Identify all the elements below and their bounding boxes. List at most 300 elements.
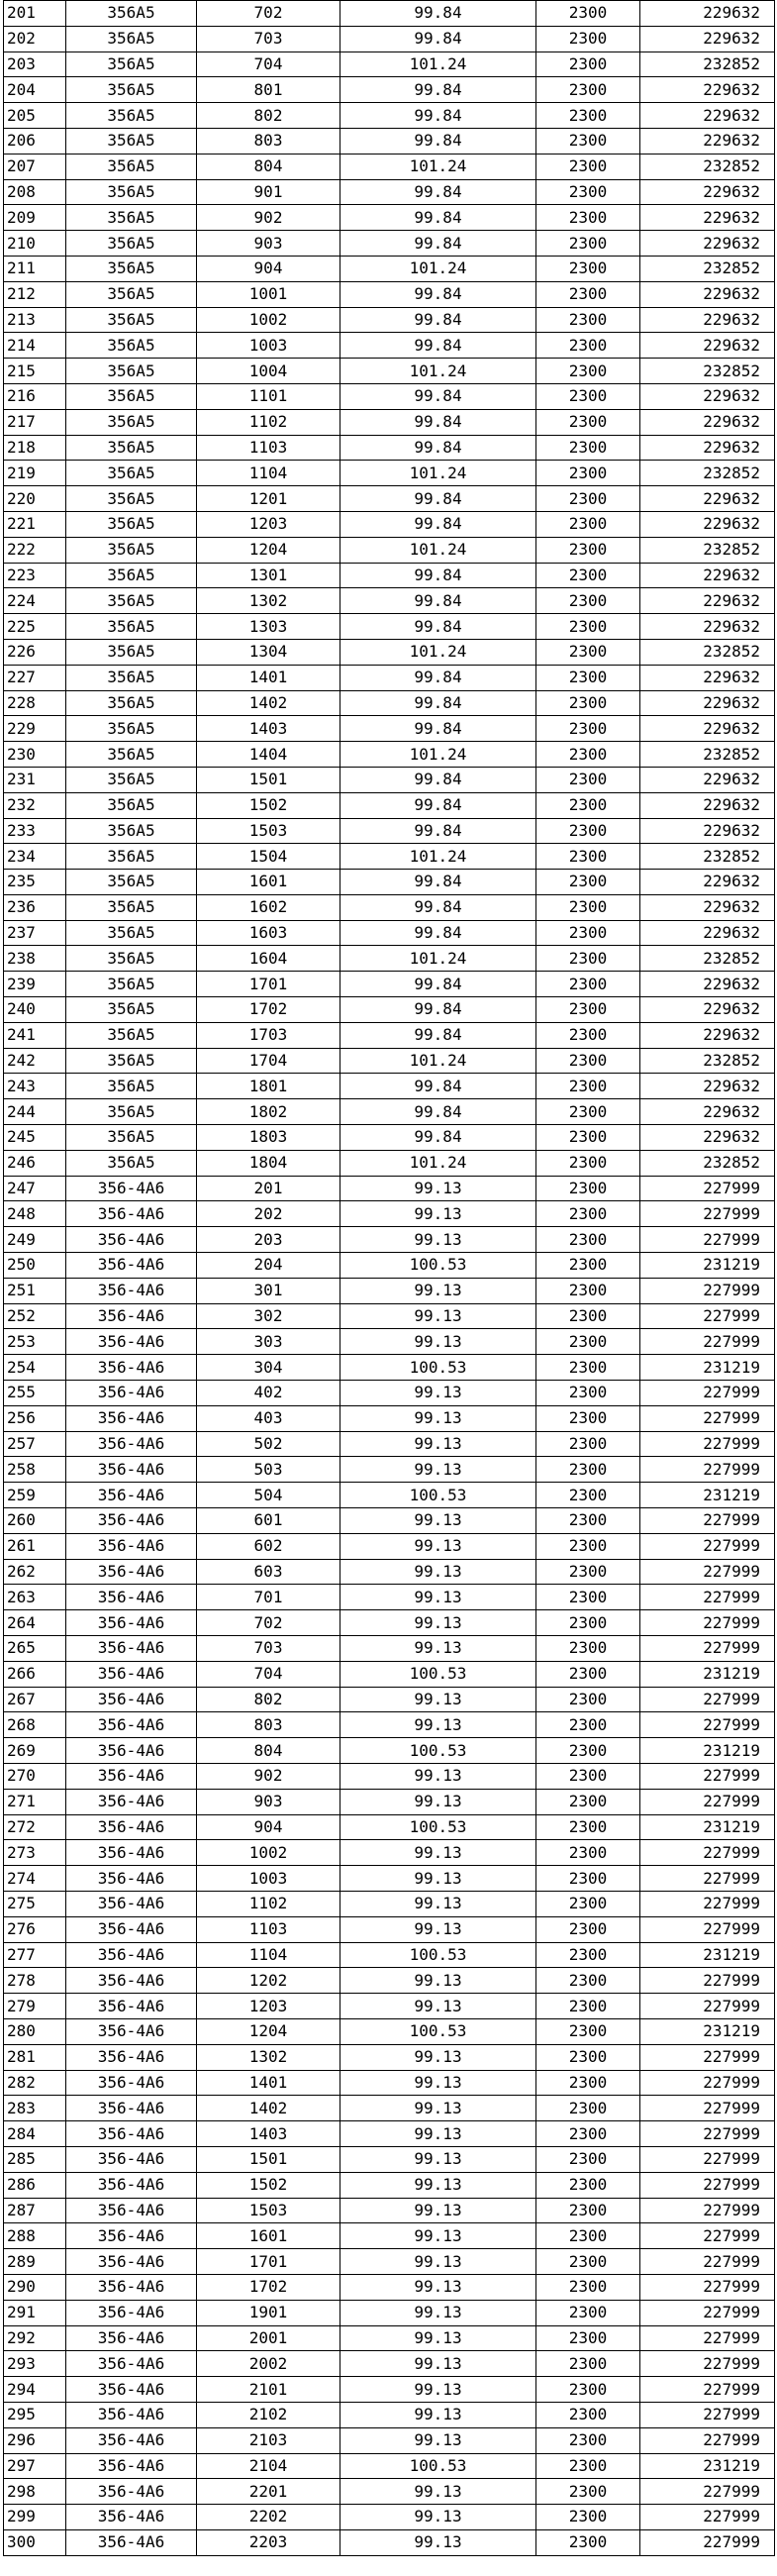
row-number-cell: 225 [4, 614, 66, 640]
row-number-cell: 269 [4, 1738, 66, 1764]
unit-price-cell: 2300 [536, 1994, 640, 2019]
table-row [4, 870, 775, 895]
table-row [4, 767, 775, 792]
total-price-cell: 227999 [640, 1968, 775, 1994]
unit-price-cell: 2300 [536, 2070, 640, 2096]
total-price-cell: 229632 [640, 1, 775, 27]
total-price-cell: 227999 [640, 1329, 775, 1355]
building-cell: 356-4A6 [66, 1661, 197, 1687]
unit-price-cell: 2300 [536, 2044, 640, 2070]
unit-price-cell: 2300 [536, 1533, 640, 1559]
total-price-cell: 227999 [640, 1585, 775, 1610]
row-number-cell: 246 [4, 1150, 66, 1176]
table-body [4, 1, 775, 2556]
table-row [4, 690, 775, 716]
total-price-cell: 229632 [640, 179, 775, 205]
row-number-cell: 263 [4, 1585, 66, 1610]
room-number-cell: 2101 [197, 2377, 340, 2403]
unit-price-cell: 2300 [536, 690, 640, 716]
table-row [4, 665, 775, 690]
building-cell: 356-4A6 [66, 2121, 197, 2147]
room-number-cell: 1204 [197, 537, 340, 563]
building-cell: 356A5 [66, 792, 197, 818]
room-number-cell: 1601 [197, 870, 340, 895]
unit-price-cell: 2300 [536, 2377, 640, 2403]
building-cell: 356A5 [66, 920, 197, 946]
room-number-cell: 2104 [197, 2453, 340, 2479]
table-row [4, 307, 775, 333]
table-row [4, 2479, 775, 2505]
total-price-cell: 229632 [640, 1022, 775, 1048]
row-number-cell: 288 [4, 2223, 66, 2249]
room-number-cell: 804 [197, 1738, 340, 1764]
table-row [4, 1457, 775, 1483]
building-cell: 356A5 [66, 588, 197, 614]
room-number-cell: 1204 [197, 2018, 340, 2044]
building-cell: 356-4A6 [66, 1431, 197, 1457]
room-number-cell: 1704 [197, 1048, 340, 1074]
area-cell: 99.13 [340, 1457, 536, 1483]
room-number-cell: 2202 [197, 2505, 340, 2530]
building-cell: 356A5 [66, 1125, 197, 1151]
row-number-cell: 255 [4, 1381, 66, 1406]
table-row [4, 2351, 775, 2377]
total-price-cell: 227999 [640, 2377, 775, 2403]
unit-price-cell: 2300 [536, 716, 640, 742]
table-row [4, 205, 775, 231]
table-row [4, 179, 775, 205]
row-number-cell: 221 [4, 511, 66, 537]
row-number-cell: 289 [4, 2249, 66, 2275]
room-number-cell: 602 [197, 1533, 340, 1559]
row-number-cell: 268 [4, 1712, 66, 1738]
total-price-cell: 232852 [640, 1048, 775, 1074]
total-price-cell: 227999 [640, 2044, 775, 2070]
building-cell: 356-4A6 [66, 2223, 197, 2249]
table-row [4, 1763, 775, 1789]
room-number-cell: 704 [197, 1661, 340, 1687]
building-cell: 356-4A6 [66, 1457, 197, 1483]
total-price-cell: 227999 [640, 2198, 775, 2223]
room-number-cell: 603 [197, 1559, 340, 1585]
area-cell: 99.13 [340, 2402, 536, 2427]
table-row [4, 716, 775, 742]
area-cell: 99.84 [340, 920, 536, 946]
room-number-cell: 1201 [197, 486, 340, 512]
unit-price-cell: 2300 [536, 307, 640, 333]
room-number-cell: 1104 [197, 461, 340, 486]
area-cell: 99.13 [340, 2325, 536, 2351]
row-number-cell: 256 [4, 1405, 66, 1431]
unit-price-cell: 2300 [536, 792, 640, 818]
building-cell: 356-4A6 [66, 2325, 197, 2351]
area-cell: 99.84 [340, 690, 536, 716]
row-number-cell: 280 [4, 2018, 66, 2044]
building-cell: 356-4A6 [66, 1227, 197, 1253]
building-cell: 356-4A6 [66, 2505, 197, 2530]
building-cell: 356-4A6 [66, 2172, 197, 2198]
table-row [4, 1916, 775, 1942]
total-price-cell: 229632 [640, 26, 775, 52]
total-price-cell: 227999 [640, 2249, 775, 2275]
row-number-cell: 258 [4, 1457, 66, 1483]
building-cell: 356-4A6 [66, 1916, 197, 1942]
unit-price-cell: 2300 [536, 1661, 640, 1687]
unit-price-cell: 2300 [536, 767, 640, 792]
room-number-cell: 1702 [197, 997, 340, 1023]
area-cell: 99.84 [340, 972, 536, 997]
unit-price-cell: 2300 [536, 537, 640, 563]
room-number-cell: 1003 [197, 1866, 340, 1892]
area-cell: 99.84 [340, 1, 536, 27]
unit-price-cell: 2300 [536, 103, 640, 129]
unit-price-cell: 2300 [536, 1738, 640, 1764]
room-number-cell: 1503 [197, 818, 340, 844]
building-cell: 356-4A6 [66, 1763, 197, 1789]
unit-price-cell: 2300 [536, 1916, 640, 1942]
table-row [4, 2121, 775, 2147]
area-cell: 100.53 [340, 1483, 536, 1508]
table-row [4, 818, 775, 844]
table-row [4, 435, 775, 461]
row-number-cell: 285 [4, 2146, 66, 2172]
building-cell: 356-4A6 [66, 2351, 197, 2377]
row-number-cell: 270 [4, 1763, 66, 1789]
total-price-cell: 229632 [640, 486, 775, 512]
unit-price-cell: 2300 [536, 614, 640, 640]
area-cell: 99.84 [340, 26, 536, 52]
total-price-cell: 229632 [640, 103, 775, 129]
unit-price-cell: 2300 [536, 2172, 640, 2198]
building-cell: 356-4A6 [66, 2529, 197, 2555]
building-cell: 356-4A6 [66, 1840, 197, 1866]
unit-price-cell: 2300 [536, 1585, 640, 1610]
table-row [4, 128, 775, 154]
total-price-cell: 229632 [640, 870, 775, 895]
building-cell: 356-4A6 [66, 2249, 197, 2275]
room-number-cell: 302 [197, 1303, 340, 1329]
unit-price-cell: 2300 [536, 2351, 640, 2377]
room-number-cell: 503 [197, 1457, 340, 1483]
area-cell: 101.24 [340, 844, 536, 870]
total-price-cell: 227999 [640, 1994, 775, 2019]
room-number-cell: 601 [197, 1508, 340, 1534]
row-number-cell: 201 [4, 1, 66, 27]
total-price-cell: 227999 [640, 2505, 775, 2530]
table-row [4, 2172, 775, 2198]
building-cell: 356A5 [66, 359, 197, 384]
table-row [4, 1968, 775, 1994]
row-number-cell: 209 [4, 205, 66, 231]
total-price-cell: 227999 [640, 2274, 775, 2300]
unit-price-cell: 2300 [536, 665, 640, 690]
total-price-cell: 227999 [640, 1278, 775, 1303]
total-price-cell: 232852 [640, 1150, 775, 1176]
table-row [4, 1, 775, 27]
room-number-cell: 702 [197, 1, 340, 27]
unit-price-cell: 2300 [536, 2427, 640, 2453]
table-row [4, 2274, 775, 2300]
building-cell: 356-4A6 [66, 1814, 197, 1840]
row-number-cell: 299 [4, 2505, 66, 2530]
table-row [4, 256, 775, 281]
unit-price-cell: 2300 [536, 1201, 640, 1227]
row-number-cell: 260 [4, 1508, 66, 1534]
room-number-cell: 801 [197, 77, 340, 103]
row-number-cell: 267 [4, 1687, 66, 1712]
building-cell: 356-4A6 [66, 1866, 197, 1892]
building-cell: 356-4A6 [66, 2274, 197, 2300]
building-cell: 356A5 [66, 128, 197, 154]
table-row [4, 2044, 775, 2070]
row-number-cell: 213 [4, 307, 66, 333]
table-row [4, 333, 775, 359]
row-number-cell: 220 [4, 486, 66, 512]
room-number-cell: 1302 [197, 588, 340, 614]
row-number-cell: 283 [4, 2096, 66, 2121]
row-number-cell: 245 [4, 1125, 66, 1151]
room-number-cell: 504 [197, 1483, 340, 1508]
table-row [4, 2198, 775, 2223]
room-number-cell: 1404 [197, 742, 340, 768]
area-cell: 99.13 [340, 1866, 536, 1892]
total-price-cell: 227999 [640, 1559, 775, 1585]
area-cell: 99.13 [340, 1789, 536, 1814]
building-cell: 356-4A6 [66, 1891, 197, 1916]
table-row [4, 1253, 775, 1279]
room-number-cell: 1203 [197, 1994, 340, 2019]
row-number-cell: 292 [4, 2325, 66, 2351]
room-number-cell: 1802 [197, 1099, 340, 1125]
unit-price-cell: 2300 [536, 128, 640, 154]
total-price-cell: 231219 [640, 1253, 775, 1279]
area-cell: 101.24 [340, 461, 536, 486]
total-price-cell: 232852 [640, 537, 775, 563]
room-number-cell: 1801 [197, 1074, 340, 1099]
building-cell: 356A5 [66, 1, 197, 27]
room-number-cell: 804 [197, 154, 340, 179]
table-row [4, 1559, 775, 1585]
building-cell: 356-4A6 [66, 1201, 197, 1227]
room-number-cell: 1002 [197, 1840, 340, 1866]
total-price-cell: 227999 [640, 1457, 775, 1483]
room-number-cell: 1502 [197, 792, 340, 818]
area-cell: 99.84 [340, 128, 536, 154]
table-row [4, 2427, 775, 2453]
building-cell: 356-4A6 [66, 1994, 197, 2019]
room-number-cell: 1604 [197, 946, 340, 972]
building-cell: 356-4A6 [66, 2453, 197, 2479]
area-cell: 99.13 [340, 1994, 536, 2019]
unit-price-cell: 2300 [536, 1483, 640, 1508]
unit-price-cell: 2300 [536, 2529, 640, 2555]
unit-price-cell: 2300 [536, 2018, 640, 2044]
unit-price-cell: 2300 [536, 409, 640, 435]
building-cell: 356-4A6 [66, 1533, 197, 1559]
row-number-cell: 290 [4, 2274, 66, 2300]
row-number-cell: 243 [4, 1074, 66, 1099]
total-price-cell: 231219 [640, 2453, 775, 2479]
area-cell: 101.24 [340, 742, 536, 768]
room-number-cell: 803 [197, 1712, 340, 1738]
building-cell: 356-4A6 [66, 1253, 197, 1279]
area-cell: 101.24 [340, 639, 536, 665]
total-price-cell: 232852 [640, 946, 775, 972]
row-number-cell: 208 [4, 179, 66, 205]
room-number-cell: 1502 [197, 2172, 340, 2198]
total-price-cell: 229632 [640, 511, 775, 537]
row-number-cell: 205 [4, 103, 66, 129]
building-cell: 356A5 [66, 870, 197, 895]
table-row [4, 844, 775, 870]
building-cell: 356A5 [66, 742, 197, 768]
table-row [4, 639, 775, 665]
room-number-cell: 2201 [197, 2479, 340, 2505]
table-row [4, 946, 775, 972]
building-cell: 356-4A6 [66, 1483, 197, 1508]
unit-price-cell: 2300 [536, 359, 640, 384]
area-cell: 99.13 [340, 1968, 536, 1994]
unit-price-cell: 2300 [536, 2096, 640, 2121]
row-number-cell: 249 [4, 1227, 66, 1253]
room-number-cell: 403 [197, 1405, 340, 1431]
total-price-cell: 227999 [640, 1508, 775, 1534]
building-cell: 356A5 [66, 333, 197, 359]
row-number-cell: 264 [4, 1610, 66, 1636]
unit-price-cell: 2300 [536, 1789, 640, 1814]
table-row [4, 1048, 775, 1074]
area-cell: 99.13 [340, 1278, 536, 1303]
table-row [4, 2146, 775, 2172]
row-number-cell: 231 [4, 767, 66, 792]
table-row [4, 1661, 775, 1687]
area-cell: 99.13 [340, 1176, 536, 1201]
unit-price-cell: 2300 [536, 639, 640, 665]
room-number-cell: 1501 [197, 767, 340, 792]
area-cell: 99.84 [340, 894, 536, 920]
area-cell: 99.13 [340, 2096, 536, 2121]
room-number-cell: 1702 [197, 2274, 340, 2300]
building-cell: 356-4A6 [66, 2300, 197, 2325]
unit-price-cell: 2300 [536, 486, 640, 512]
row-number-cell: 251 [4, 1278, 66, 1303]
area-cell: 99.13 [340, 1891, 536, 1916]
table-row [4, 2249, 775, 2275]
data-sheet [3, 0, 774, 2556]
row-number-cell: 215 [4, 359, 66, 384]
room-number-cell: 701 [197, 1585, 340, 1610]
total-price-cell: 227999 [640, 1610, 775, 1636]
row-number-cell: 253 [4, 1329, 66, 1355]
building-cell: 356A5 [66, 639, 197, 665]
unit-price-cell: 2300 [536, 563, 640, 588]
total-price-cell: 227999 [640, 2121, 775, 2147]
table-row [4, 1840, 775, 1866]
table-row [4, 2325, 775, 2351]
building-cell: 356-4A6 [66, 1176, 197, 1201]
unit-price-cell: 2300 [536, 1329, 640, 1355]
unit-price-cell: 2300 [536, 511, 640, 537]
table-row [4, 1150, 775, 1176]
room-number-cell: 1603 [197, 920, 340, 946]
room-number-cell: 803 [197, 128, 340, 154]
unit-price-cell: 2300 [536, 1099, 640, 1125]
room-number-cell: 1504 [197, 844, 340, 870]
building-cell: 356A5 [66, 26, 197, 52]
total-price-cell: 231219 [640, 1355, 775, 1381]
building-cell: 356-4A6 [66, 2096, 197, 2121]
building-cell: 356-4A6 [66, 2377, 197, 2403]
room-number-cell: 1401 [197, 665, 340, 690]
room-number-cell: 301 [197, 1278, 340, 1303]
total-price-cell: 227999 [640, 2325, 775, 2351]
room-number-cell: 802 [197, 1687, 340, 1712]
table-row [4, 1099, 775, 1125]
unit-price-cell: 2300 [536, 205, 640, 231]
total-price-cell: 232852 [640, 256, 775, 281]
unit-price-cell: 2300 [536, 2402, 640, 2427]
building-cell: 356-4A6 [66, 2198, 197, 2223]
row-number-cell: 207 [4, 154, 66, 179]
row-number-cell: 296 [4, 2427, 66, 2453]
building-cell: 356-4A6 [66, 2044, 197, 2070]
room-number-cell: 1302 [197, 2044, 340, 2070]
table-row [4, 2402, 775, 2427]
unit-price-cell: 2300 [536, 231, 640, 257]
table-row [4, 359, 775, 384]
unit-price-cell: 2300 [536, 1253, 640, 1279]
area-cell: 99.84 [340, 231, 536, 257]
row-number-cell: 247 [4, 1176, 66, 1201]
table-row [4, 563, 775, 588]
total-price-cell: 231219 [640, 1942, 775, 1968]
building-cell: 356A5 [66, 281, 197, 307]
area-cell: 100.53 [340, 2453, 536, 2479]
building-cell: 356A5 [66, 1150, 197, 1176]
area-cell: 99.13 [340, 1585, 536, 1610]
area-cell: 99.84 [340, 588, 536, 614]
area-cell: 100.53 [340, 1661, 536, 1687]
unit-price-cell: 2300 [536, 2505, 640, 2530]
table-row [4, 1329, 775, 1355]
area-cell: 99.84 [340, 792, 536, 818]
area-cell: 99.84 [340, 435, 536, 461]
unit-price-cell: 2300 [536, 1431, 640, 1457]
total-price-cell: 232852 [640, 844, 775, 870]
total-price-cell: 229632 [640, 435, 775, 461]
total-price-cell: 231219 [640, 2018, 775, 2044]
unit-price-cell: 2300 [536, 894, 640, 920]
total-price-cell: 229632 [640, 1125, 775, 1151]
area-cell: 101.24 [340, 256, 536, 281]
unit-price-cell: 2300 [536, 818, 640, 844]
room-number-cell: 201 [197, 1176, 340, 1201]
area-cell: 99.13 [340, 1763, 536, 1789]
total-price-cell: 229632 [640, 563, 775, 588]
table-row [4, 1483, 775, 1508]
room-number-cell: 1203 [197, 511, 340, 537]
total-price-cell: 229632 [640, 281, 775, 307]
room-number-cell: 904 [197, 1814, 340, 1840]
room-number-cell: 1701 [197, 2249, 340, 2275]
row-number-cell: 204 [4, 77, 66, 103]
table-row [4, 154, 775, 179]
area-cell: 99.13 [340, 2121, 536, 2147]
row-number-cell: 293 [4, 2351, 66, 2377]
table-row [4, 52, 775, 77]
table-row [4, 2453, 775, 2479]
table-row [4, 2223, 775, 2249]
